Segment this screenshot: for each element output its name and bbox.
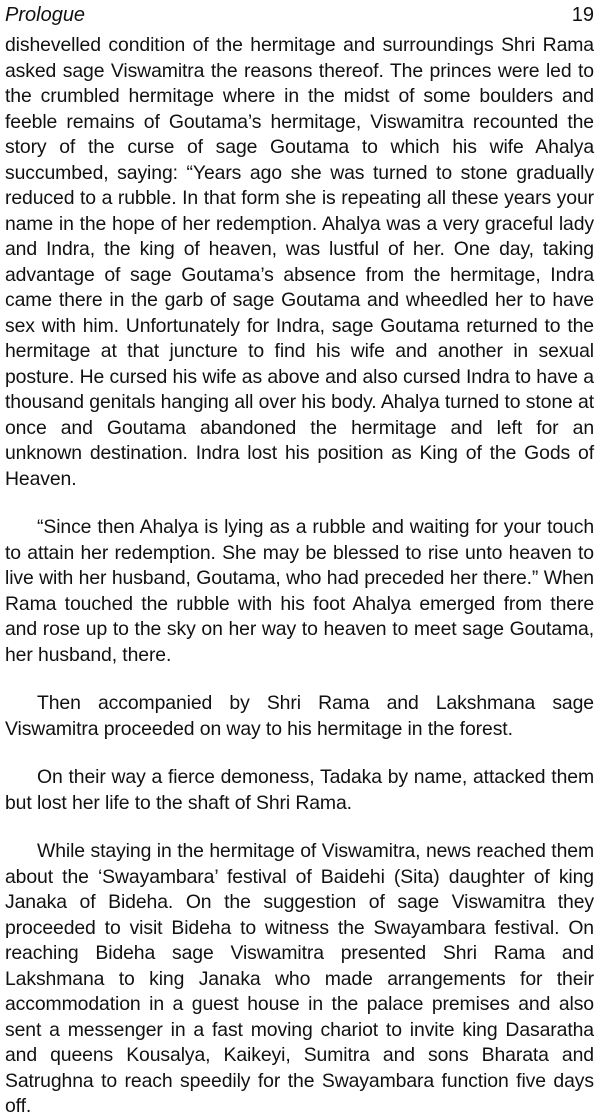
paragraph-journey-hermitage: Then accompanied by Shri Rama and Lakshmana sage Viswamitra proceeded on way to his hermitage in the forest.	[5, 692, 594, 740]
page-number: 19	[571, 4, 594, 26]
paragraph-tadaka: On their way a fierce demoness, Tadaka by name, attacked them but lost her life to the shaft of Shri Rama.	[5, 766, 594, 814]
paragraph-ahalya-story: dishevelled condition of the hermitage and surroundings Shri Rama asked sage Viswamitra the reasons thereof. The princes were led to the crumbled hermitage where in the midst of some boulders and feeble remains of Goutama’s hermitage, Viswamitra recounted the story of the curse of sage Goutama to which his wife Ahalya succumbed, saying: “Years ago she was turned to stone gradually reduced to a rubble. In that form she is repeating all these years your name in the hope of her redemption. Ahalya was a very graceful lady and Indra, the king of heaven, was lustful of her. One day, taking advantage of sage Goutama’s absence from the hermitage, Indra came there in the garb of sage Goutama and wheedled her to have sex with him. Unfortunately for Indra, sage Goutama returned to the hermitage at that juncture to find his wife and another in sexual posture. He cursed his wife as above and also cursed Indra to have a thousand genitals hanging all over his body. Ahalya turned to stone at once and Goutama abandoned the hermitage and left for an unknown destination. Indra lost his position as King of the Gods of Heaven.	[5, 34, 594, 490]
chapter-title: Prologue	[5, 4, 86, 26]
paragraph-ahalya-redemption: “Since then Ahalya is lying as a rubble and waiting for your touch to attain her redemption. She may be blessed to rise unto heaven to live with her husband, Goutama, who had preceded her there.” When Rama touched the rubble with his foot Ahalya emerged from there and rose up to the sky on her way to heaven to meet sage Goutama, her husband, there.	[5, 516, 594, 666]
body-text	[5, 33, 594, 1120]
running-head	[5, 2, 594, 28]
paragraph-swayambara: While staying in the hermitage of Viswamitra, news reached them about the ‘Swayambara’ festival of Baidehi (Sita) daughter of king Janaka of Bideha. On the suggestion of sage Viswamitra they proceeded to visit Bideha to witness the Swayambara festival. On reaching Bideha sage Viswamitra presented Shri Rama and Lakshmana to king Janaka who made arrangements for their accommodation in a guest house in the palace premises and also sent a messenger in a fast moving chariot to invite king Dasaratha and queens Kousalya, Kaikeyi, Sumitra and sons Bharata and Satrughna to reach speedily for the Swayambara function five days off.	[5, 840, 594, 1117]
